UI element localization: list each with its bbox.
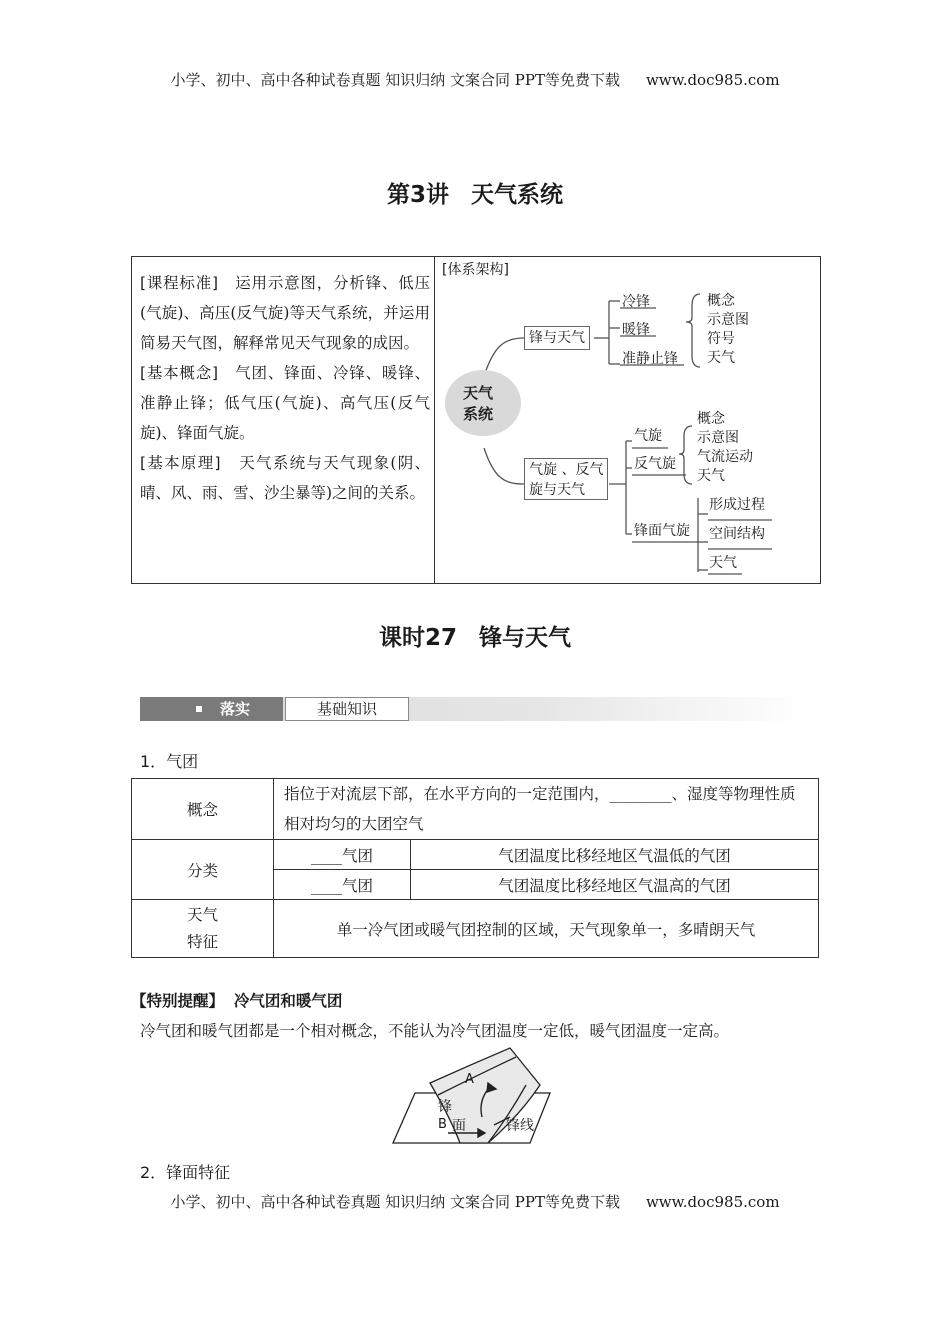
course-standards xyxy=(140,268,430,508)
mass-desc-cell: 气团温度比移经地区气温高的气团 xyxy=(411,870,819,900)
branch2-extra-leaf: 空间结构 xyxy=(709,526,765,542)
branch2-item: 锋面气旋 xyxy=(634,523,690,539)
concept-text: 气团、锋面、冷锋、暖锋、准静止锋；低气压(气旋)、高气压(反气旋)、锋面气旋。 xyxy=(140,364,430,442)
branch2-extra-leaf: 形成过程 xyxy=(709,497,765,513)
footer-url: www.doc985.com xyxy=(645,1193,780,1211)
root-line2: 系统 xyxy=(463,405,494,423)
principle-text: 天气系统与天气现象(阴、晴、风、雨、雪、沙尘暴等)之间的关系。 xyxy=(140,454,430,502)
tip-text: 冷气团和暖气团都是一个相对概念，不能认为冷气团温度一定低，暖气团温度一定高。 xyxy=(140,1022,730,1040)
row-head: 概念 xyxy=(132,779,274,840)
branch1-leaf: 概念 xyxy=(707,293,735,309)
header-url: www.doc985.com xyxy=(645,71,780,89)
standard-tag: [课程标准] xyxy=(140,274,219,292)
header-text: 小学、初中、高中各种试卷真题 知识归纳 文案合同 PPT等免费下载 xyxy=(170,71,620,89)
standard-text: 运用示意图，分析锋、低压(气旋)、高压(反气旋)等天气系统，并运用简易天气图，解释常见天气现象的成因。 xyxy=(140,274,430,352)
branch1-leaf: 示意图 xyxy=(707,312,749,328)
standard-paragraph xyxy=(140,268,430,358)
branch1-leaf: 天气 xyxy=(707,350,735,366)
branch1-item: 暖锋 xyxy=(622,322,650,338)
weather-cell: 单一冷气团或暖气团控制的区域，天气现象单一，多晴朗天气 xyxy=(274,900,819,958)
subsection-2: 2．锋面特征 xyxy=(140,1163,231,1182)
tip-heading xyxy=(131,989,342,1011)
page-footer xyxy=(0,1191,950,1212)
concept-paragraph xyxy=(140,358,430,448)
front-diagram xyxy=(390,1045,560,1145)
air-mass-table xyxy=(131,778,819,958)
mindmap-title: [体系架构] xyxy=(442,262,509,278)
tip-tag: 【特别提醒】 xyxy=(131,992,225,1010)
label-front-line: 锋线 xyxy=(506,1118,534,1134)
branch1-item: 准静止锋 xyxy=(622,351,678,367)
lesson-title xyxy=(0,619,950,652)
table-row xyxy=(132,779,819,840)
footer-text: 小学、初中、高中各种试卷真题 知识归纳 文案合同 PPT等免费下载 xyxy=(170,1193,620,1211)
section-bar-light: 基础知识 xyxy=(285,697,409,721)
principle-tag: [基本原理] xyxy=(140,454,221,472)
label-front-2: 面 xyxy=(452,1118,466,1134)
mindmap-branch-front: 锋与天气 xyxy=(524,326,590,350)
lesson-name: 锋与天气 xyxy=(479,625,571,651)
table-row xyxy=(132,900,819,958)
concept-cell: 指位于对流层下部，在水平方向的一定范围内，________、湿度等物理性质相对均匀的大团空气 xyxy=(274,779,819,840)
square-icon xyxy=(196,706,202,712)
branch2-item: 气旋 xyxy=(634,428,662,444)
lesson-number: 课时27 xyxy=(378,625,457,651)
mass-name-cell: ____气团 xyxy=(274,870,411,900)
branch2-item: 反气旋 xyxy=(634,456,676,472)
row-head xyxy=(132,900,274,958)
branch2-line1: 气旋 、反气 xyxy=(529,462,604,478)
branch2-leaf: 气流运动 xyxy=(697,449,753,465)
branch1-item: 冷锋 xyxy=(622,294,650,310)
section-bar-dark xyxy=(140,697,283,721)
row-head: 分类 xyxy=(132,840,274,900)
label-b: B xyxy=(438,1117,447,1132)
branch1-leaf: 符号 xyxy=(707,331,735,347)
root-line1: 天气 xyxy=(463,384,494,402)
mass-name-cell: ____气团 xyxy=(274,840,411,870)
section-dark-label: 落实 xyxy=(220,700,251,718)
lecture-name: 天气系统 xyxy=(471,182,563,208)
lecture-number: 第3讲 xyxy=(386,182,449,208)
section-bar xyxy=(140,697,810,721)
principle-paragraph xyxy=(140,448,430,508)
lecture-title xyxy=(0,176,950,209)
mindmap-branch-cyclone xyxy=(524,458,608,500)
subsection-1: 1．气团 xyxy=(140,752,199,771)
concept-tag: [基本概念] xyxy=(140,364,219,382)
label-a: A xyxy=(465,1072,474,1087)
label-front-1: 锋 xyxy=(438,1099,452,1115)
table-row xyxy=(132,840,819,870)
branch2-line2: 旋与天气 xyxy=(529,482,585,498)
branch2-extra-leaf: 天气 xyxy=(709,555,737,571)
branch2-leaf: 概念 xyxy=(697,411,725,427)
branch2-leaf: 示意图 xyxy=(697,430,739,446)
mass-desc-cell: 气团温度比移经地区气温低的气团 xyxy=(411,840,819,870)
row-head-line1: 天气 xyxy=(186,905,218,924)
branch2-leaf: 天气 xyxy=(697,468,725,484)
row-head-line2: 特征 xyxy=(186,932,218,951)
page-header xyxy=(0,69,950,90)
mindmap-root xyxy=(463,383,493,425)
tip-title: 冷气团和暖气团 xyxy=(233,992,343,1010)
